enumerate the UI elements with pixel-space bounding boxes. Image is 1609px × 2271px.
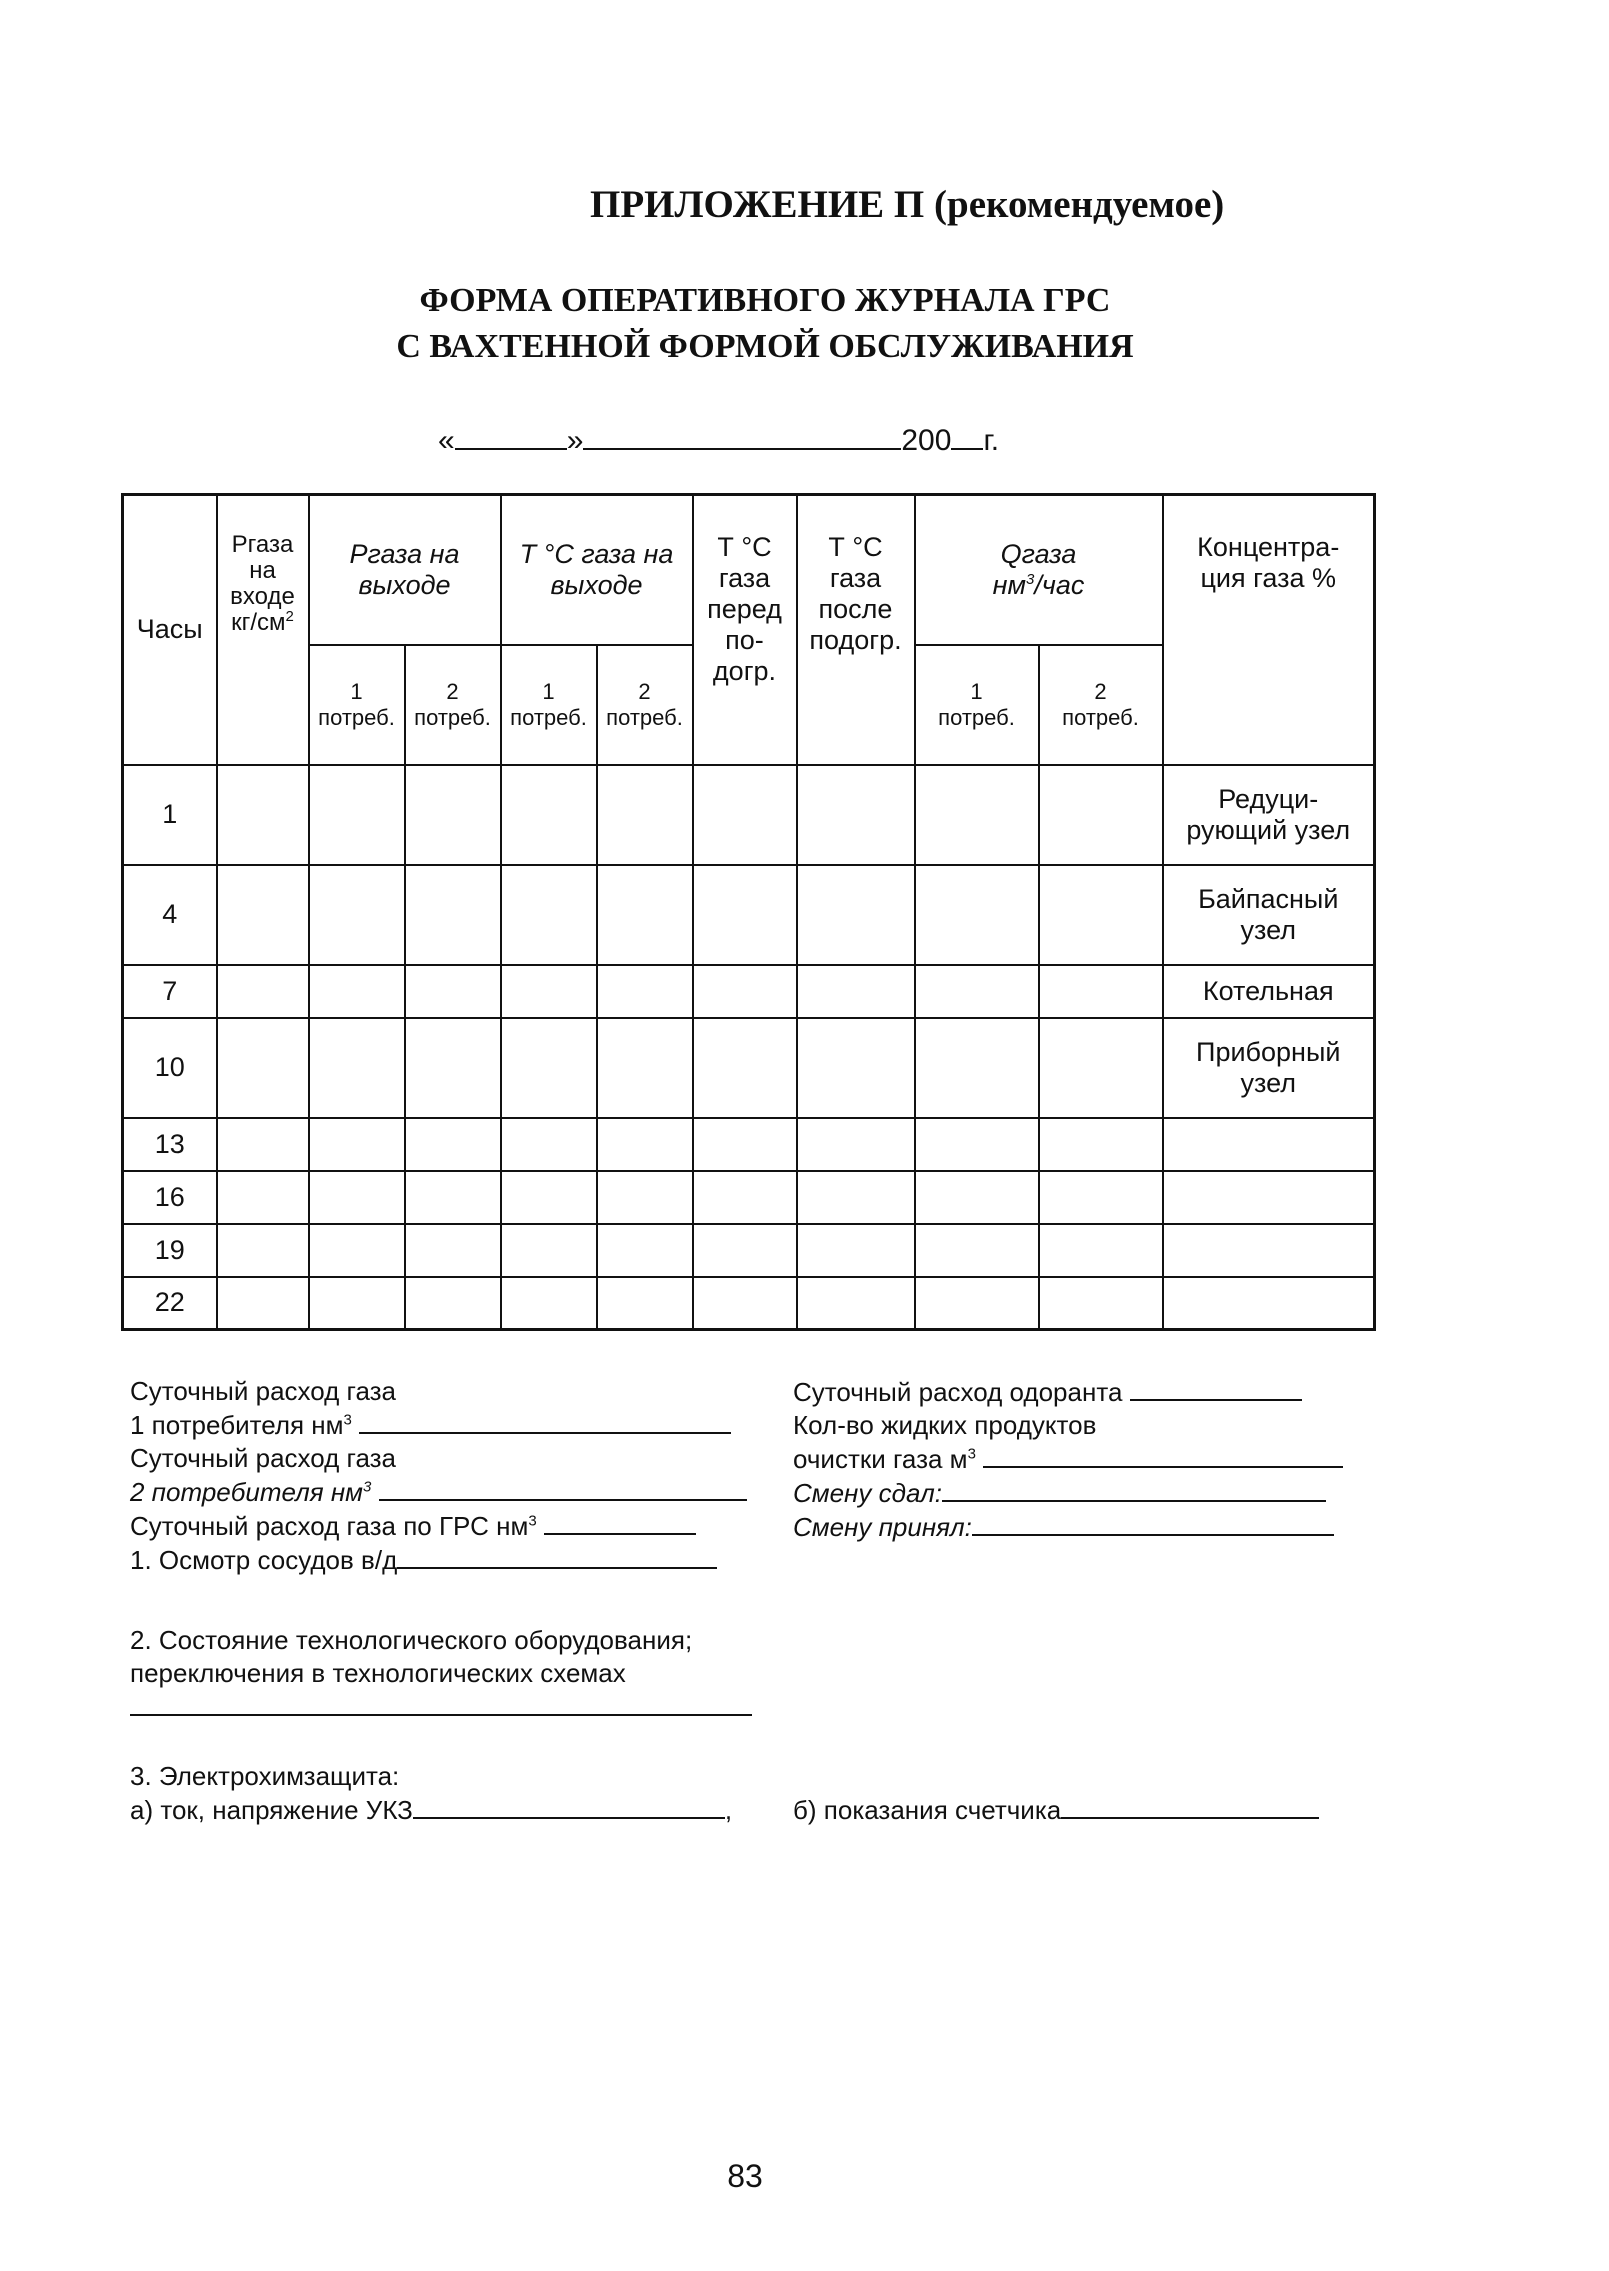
entry-cell[interactable] [1163, 1277, 1375, 1330]
grs-flow-blank[interactable] [544, 1509, 696, 1535]
electrochemical-protection-section [130, 1760, 732, 1827]
hour-cell: 7 [123, 965, 217, 1018]
entry-cell[interactable] [309, 1018, 405, 1118]
gas-cleaning-volume: очистки газа $м^3$ [793, 1442, 1343, 1476]
operational-log-table [121, 493, 1376, 1331]
entry-cell[interactable] [309, 1277, 405, 1330]
entry-cell[interactable] [1163, 1171, 1375, 1224]
note-cell: Котельная [1163, 965, 1375, 1018]
entry-cell[interactable] [915, 765, 1039, 865]
shift-received-blank[interactable] [972, 1510, 1334, 1536]
entry-cell[interactable] [693, 965, 797, 1018]
entry-cell[interactable] [1039, 1171, 1163, 1224]
entry-cell[interactable] [309, 1118, 405, 1171]
ecp-current-blank[interactable] [413, 1793, 725, 1819]
note-cell: Байпасный узел [1163, 865, 1375, 965]
entry-cell[interactable] [797, 765, 915, 865]
entry-cell[interactable] [1039, 865, 1163, 965]
ecp-heading: 3. Электрохимзащита: [130, 1761, 400, 1791]
entry-cell[interactable] [597, 1018, 693, 1118]
entry-cell[interactable] [597, 865, 693, 965]
page-number: 83 [727, 2158, 763, 2194]
footer-right-column [793, 1375, 1343, 1544]
entry-cell[interactable] [1039, 965, 1163, 1018]
entry-cell[interactable] [693, 1171, 797, 1224]
table-row [123, 1277, 1375, 1330]
entry-cell[interactable] [1039, 765, 1163, 865]
entry-cell[interactable] [915, 865, 1039, 965]
form-title-line-2: С ВАХТЕННОЙ ФОРМОЙ ОБСЛУЖИВАНИЯ [396, 328, 1134, 365]
header-gas-concentration: Концентра- ция газа % [1163, 495, 1375, 765]
hour-cell: 13 [123, 1118, 217, 1171]
note-cell: Приборный узел [1163, 1018, 1375, 1118]
table-row [123, 965, 1375, 1018]
header-t-outlet: Т °С газа на выходе [501, 495, 693, 645]
entry-cell[interactable] [1163, 1118, 1375, 1171]
entry-cell[interactable] [597, 1224, 693, 1277]
hour-cell: 22 [123, 1277, 217, 1330]
table-row [123, 765, 1375, 865]
entry-cell[interactable] [309, 765, 405, 865]
entry-cell[interactable] [597, 1277, 693, 1330]
entry-cell[interactable] [915, 1171, 1039, 1224]
entry-cell[interactable] [501, 865, 597, 965]
entry-cell[interactable] [797, 1018, 915, 1118]
header-t-before-heating: Т °С газа перед по- догр. [693, 495, 797, 765]
entry-cell[interactable] [797, 865, 915, 965]
vessel-inspection-blank[interactable] [397, 1543, 717, 1569]
date-close-quote: » [566, 424, 584, 457]
entry-cell[interactable] [915, 1224, 1039, 1277]
hour-cell: 10 [123, 1018, 217, 1118]
entry-cell[interactable] [501, 1171, 597, 1224]
entry-cell[interactable] [501, 1118, 597, 1171]
entry-cell[interactable] [693, 765, 797, 865]
entry-cell[interactable] [217, 765, 309, 865]
shift-handed-blank[interactable] [942, 1476, 1326, 1502]
entry-cell[interactable] [1163, 1224, 1375, 1277]
sub-p-out-consumer-2: 2 потреб. [405, 645, 501, 765]
entry-cell[interactable] [217, 965, 309, 1018]
entry-cell[interactable] [693, 1224, 797, 1277]
sub-p-out-consumer-1: 1 потреб. [309, 645, 405, 765]
entry-cell[interactable] [217, 1224, 309, 1277]
header-t-after-heating: Т °С газа после подогр. [797, 495, 915, 765]
date-open-quote: « [438, 424, 455, 457]
daily-gas-label-2: Суточный расход газа [130, 1443, 396, 1473]
equipment-state-blank[interactable] [130, 1690, 752, 1716]
entry-cell[interactable] [915, 965, 1039, 1018]
consumer-2-blank[interactable] [379, 1475, 747, 1501]
entry-cell[interactable] [501, 1018, 597, 1118]
entry-cell[interactable] [309, 965, 405, 1018]
entry-cell[interactable] [597, 765, 693, 865]
entry-cell[interactable] [1039, 1118, 1163, 1171]
entry-cell[interactable] [309, 1224, 405, 1277]
entry-cell[interactable] [693, 1277, 797, 1330]
sub-t-out-consumer-2: 2 потреб. [597, 645, 693, 765]
hour-cell: 4 [123, 865, 217, 965]
equipment-state-line-1: 2. Состояние технологического оборудования; [130, 1625, 693, 1655]
form-title [250, 278, 1280, 370]
form-title-line-1: ФОРМА ОПЕРАТИВНОГО ЖУРНАЛА ГРС [419, 282, 1111, 319]
entry-cell[interactable] [797, 965, 915, 1018]
entry-cell[interactable] [217, 1118, 309, 1171]
entry-cell[interactable] [309, 865, 405, 965]
entry-cell[interactable] [405, 1171, 501, 1224]
appendix-heading: ПРИЛОЖЕНИЕ П (рекомендуемое) [590, 183, 1225, 226]
entry-cell[interactable] [797, 1224, 915, 1277]
header-p-inlet: Ргаза на входе $кг/см^2$ [217, 495, 309, 765]
odorant-blank[interactable] [1130, 1375, 1302, 1401]
table-row [123, 1118, 1375, 1171]
entry-cell[interactable] [915, 1118, 1039, 1171]
header-row-1 [123, 495, 1375, 645]
entry-cell[interactable] [309, 1171, 405, 1224]
meter-reading: б) показания счетчика [793, 1793, 1319, 1827]
footer-left-column [130, 1375, 747, 1577]
shift-received: Смену принял: [793, 1510, 1343, 1544]
liquid-products-label: Кол-во жидких продуктов [793, 1410, 1097, 1440]
year-prefix: 200 [901, 424, 952, 457]
equipment-state-section [130, 1624, 752, 1716]
grs-daily-flow: Суточный расход газа по ГРС $нм^3$ [130, 1509, 747, 1543]
year-blank [951, 418, 983, 450]
date-line [438, 418, 999, 458]
sub-q-consumer-2: 2 потреб. [1039, 645, 1163, 765]
entry-cell[interactable] [915, 1277, 1039, 1330]
entry-cell[interactable] [217, 1171, 309, 1224]
entry-cell[interactable] [1039, 1018, 1163, 1118]
header-p-outlet: Ргаза на выходе [309, 495, 501, 645]
header-q-flow: Qгаза $нм^3$/час [915, 495, 1163, 645]
table-row [123, 1171, 1375, 1224]
vessel-inspection: 1. Осмотр сосудов в/д [130, 1543, 747, 1577]
entry-cell[interactable] [405, 865, 501, 965]
meter-reading-blank[interactable] [1061, 1793, 1319, 1819]
table-row [123, 1224, 1375, 1277]
consumer-1-daily-flow: 1 потребителя $нм^3$ [130, 1408, 747, 1442]
entry-cell[interactable] [405, 1018, 501, 1118]
entry-cell[interactable] [797, 1171, 915, 1224]
entry-cell[interactable] [693, 865, 797, 965]
hour-cell: 16 [123, 1171, 217, 1224]
entry-cell[interactable] [797, 1277, 915, 1330]
table-row [123, 1018, 1375, 1118]
entry-cell[interactable] [597, 1171, 693, 1224]
equipment-state-line-2: переключения в технологических схемах [130, 1658, 626, 1688]
month-blank [583, 418, 901, 450]
entry-cell[interactable] [217, 1277, 309, 1330]
entry-cell[interactable] [217, 1018, 309, 1118]
entry-cell[interactable] [797, 1118, 915, 1171]
entry-cell[interactable] [1039, 1277, 1163, 1330]
entry-cell[interactable] [501, 765, 597, 865]
consumer-2-daily-flow: 2 потребителя $нм^3$ [130, 1475, 747, 1509]
entry-cell[interactable] [405, 965, 501, 1018]
header-hours: Часы [123, 495, 217, 765]
sub-t-out-consumer-1: 1 потреб. [501, 645, 597, 765]
table-row [123, 865, 1375, 965]
hour-cell: 19 [123, 1224, 217, 1277]
entry-cell[interactable] [217, 865, 309, 965]
entry-cell[interactable] [915, 1018, 1039, 1118]
sub-q-consumer-1: 1 потреб. [915, 645, 1039, 765]
entry-cell[interactable] [405, 1118, 501, 1171]
hour-cell: 1 [123, 765, 217, 865]
entry-cell[interactable] [405, 765, 501, 865]
entry-cell[interactable] [501, 1277, 597, 1330]
shift-handed-over: Смену сдал: [793, 1476, 1343, 1510]
entry-cell[interactable] [405, 1277, 501, 1330]
entry-cell[interactable] [405, 1224, 501, 1277]
entry-cell[interactable] [597, 965, 693, 1018]
consumer-1-blank[interactable] [359, 1408, 731, 1434]
gas-cleaning-blank[interactable] [983, 1442, 1343, 1468]
entry-cell[interactable] [693, 1118, 797, 1171]
entry-cell[interactable] [1039, 1224, 1163, 1277]
year-suffix: г. [983, 424, 1000, 457]
entry-cell[interactable] [597, 1118, 693, 1171]
entry-cell[interactable] [501, 1224, 597, 1277]
entry-cell[interactable] [693, 1018, 797, 1118]
day-blank [455, 418, 567, 450]
ecp-current-voltage: а) ток, напряжение УКЗ , [130, 1795, 733, 1825]
odorant-daily-flow: Суточный расход одоранта [793, 1375, 1343, 1409]
note-cell: Редуци- рующий узел [1163, 765, 1375, 865]
daily-gas-label-1: Суточный расход газа [130, 1376, 396, 1406]
entry-cell[interactable] [501, 965, 597, 1018]
